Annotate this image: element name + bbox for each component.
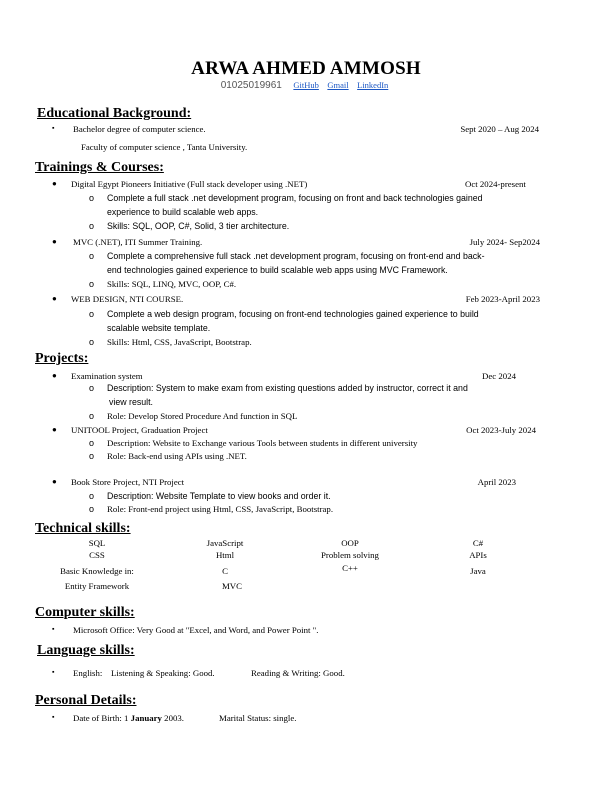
skill-cell: C — [222, 566, 228, 576]
projects-heading: Projects: — [35, 351, 89, 366]
circle-bullet-icon: o — [89, 221, 95, 231]
education-heading: Educational Background: — [37, 106, 192, 121]
bullet-icon: ● — [52, 237, 57, 246]
skill-cell: JavaScript — [206, 538, 244, 548]
bullet-icon: ● — [52, 425, 57, 434]
circle-bullet-icon: o — [89, 383, 95, 393]
training-2-name: MVC (.NET), ITI Summer Training. — [73, 237, 203, 247]
training-3-desc-line2: scalable website template. — [107, 323, 211, 333]
bullet-icon: ● — [52, 179, 57, 188]
square-bullet-icon: ▪ — [52, 124, 55, 132]
computer-skills-heading: Computer skills: — [35, 605, 135, 620]
training-2-skills: Skills: SQL, LINQ, MVC, OOP, C#. — [107, 279, 237, 289]
training-3-date: Feb 2023-April 2023 — [465, 294, 540, 304]
skill-cell: Java — [470, 566, 486, 576]
training-1-name: Digital Egypt Pioneers Initiative (Full stack developer using .NET) — [71, 179, 308, 189]
training-1-skills: Skills: SQL, OOP, C#, Solid, 3 tier architecture. — [107, 221, 290, 231]
training-2-desc-line1: Complete a comprehensive full stack .net development program, focusing on front-end and back- — [107, 251, 485, 261]
trainings-heading: Trainings & Courses: — [35, 160, 164, 175]
training-2-date: July 2024- Sep2024 — [469, 237, 540, 247]
personal-details-heading: Personal Details: — [35, 693, 137, 708]
skill-cell: SQL — [88, 538, 106, 548]
contact-line — [0, 80, 612, 91]
bullet-icon: ● — [52, 294, 57, 303]
skill-cell: OOP — [341, 538, 359, 548]
project-3-role: Role: Front-end project using Html, CSS, JavaScript, Bootstrap. — [107, 504, 334, 514]
technical-skills-heading: Technical skills: — [35, 521, 131, 536]
computer-skill-item: Microsoft Office: Very Good at "Excel, and Word, and Power Point ". — [73, 625, 319, 635]
language-english: English: — [73, 668, 103, 678]
education-degree: Bachelor degree of computer science. — [73, 124, 206, 134]
education-faculty: Faculty of computer science , Tanta University. — [81, 142, 248, 152]
project-1-name: Examination system — [71, 371, 143, 381]
training-1-date: Oct 2024-present — [465, 179, 526, 189]
project-1-desc-line2: view result. — [109, 397, 153, 407]
skill-cell: Entity Framework — [64, 581, 130, 591]
training-1-desc-line1: Complete a full stack .net development program, focusing on front and back technologies gained — [107, 193, 483, 203]
square-bullet-icon: ▪ — [52, 625, 55, 633]
skill-cell: CSS — [89, 550, 105, 560]
phone-number: 01025019961 — [220, 80, 282, 91]
education-date: Sept 2020 – Aug 2024 — [460, 124, 539, 134]
circle-bullet-icon: o — [89, 491, 95, 501]
date-of-birth — [73, 713, 184, 723]
circle-bullet-icon: o — [89, 279, 95, 289]
project-2-desc-line1: Description: Website to Exchange various Tools between students in different university — [107, 438, 418, 448]
circle-bullet-icon: o — [89, 309, 95, 319]
project-2-role: Role: Back-end using APIs using .NET. — [107, 451, 247, 461]
square-bullet-icon: ▪ — [52, 713, 55, 721]
language-listening: Listening & Speaking: Good. — [111, 668, 215, 678]
marital-status: Marital Status: single. — [219, 713, 297, 723]
circle-bullet-icon: o — [89, 337, 95, 347]
project-3-date: April 2023 — [477, 477, 516, 487]
skill-cell: C++ — [342, 563, 358, 573]
linkedin-link[interactable]: LinkedIn — [357, 80, 389, 90]
training-3-skills: Skills: Html, CSS, JavaScript, Bootstrap. — [107, 337, 252, 347]
skill-cell: MVC — [221, 581, 243, 591]
github-link[interactable]: GitHub — [293, 80, 319, 90]
dob-label: Date of Birth: 1 — [73, 713, 129, 723]
training-3-name: WEB DESIGN, NTI COURSE. — [71, 294, 184, 304]
project-3-desc-line1: Description: Website Template to view books and order it. — [107, 491, 331, 501]
circle-bullet-icon: o — [89, 411, 95, 421]
circle-bullet-icon: o — [89, 451, 95, 461]
skill-cell: C# — [472, 538, 484, 548]
project-3-name: Book Store Project, NTI Project — [71, 477, 185, 487]
project-2-name: UNITOOL Project, Graduation Project — [71, 425, 208, 435]
project-1-desc-line1: Description: System to make exam from existing questions added by instructor, correct it and — [107, 383, 468, 393]
language-skills-heading: Language skills: — [37, 643, 135, 658]
skill-cell: Problem solving — [321, 550, 379, 560]
circle-bullet-icon: o — [89, 504, 95, 514]
bullet-icon: ● — [52, 371, 57, 380]
dob-year: 2003. — [164, 713, 184, 723]
language-reading: Reading & Writing: Good. — [251, 668, 345, 678]
skill-cell: Basic Knowledge in: — [60, 566, 134, 576]
bullet-icon: ● — [52, 477, 57, 486]
project-2-date: Oct 2023-July 2024 — [466, 425, 536, 435]
square-bullet-icon: ▪ — [52, 668, 55, 676]
dob-month: January — [130, 713, 162, 723]
project-1-date: Dec 2024 — [482, 371, 516, 381]
skill-cell: Html — [215, 550, 235, 560]
resume-name: ARWA AHMED AMMOSH — [191, 58, 421, 79]
circle-bullet-icon: o — [89, 251, 95, 261]
circle-bullet-icon: o — [89, 438, 95, 448]
project-1-role: Role: Develop Stored Procedure And function in SQL — [107, 411, 298, 421]
training-2-desc-line2: end technologies gained experience to build scalable web apps using MVC Framework. — [107, 265, 448, 275]
circle-bullet-icon: o — [89, 193, 95, 203]
training-1-desc-line2: experience to build scalable web apps. — [107, 207, 259, 217]
gmail-link[interactable]: Gmail — [327, 80, 349, 90]
training-3-desc-line1: Complete a web design program, focusing on front-end technologies gained experience to build — [107, 309, 479, 319]
skill-cell: APIs — [469, 550, 487, 560]
